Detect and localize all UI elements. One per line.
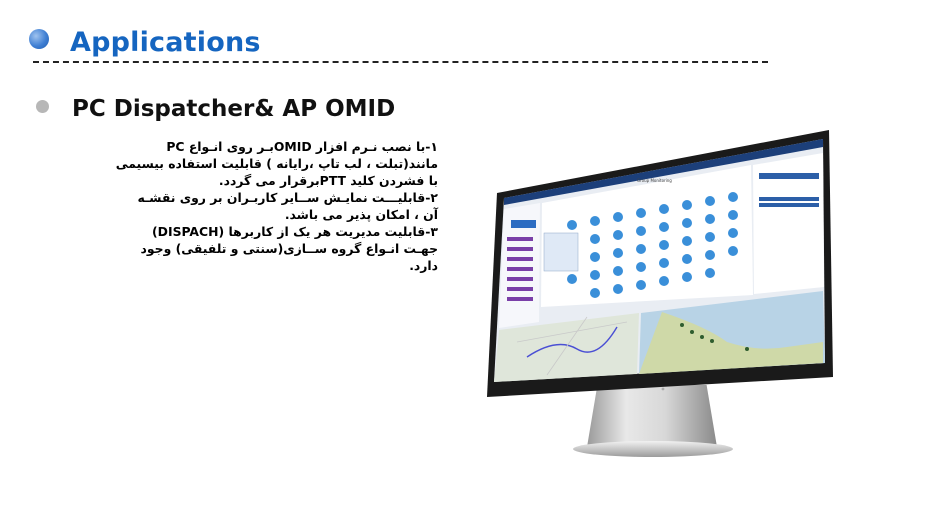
description-line-2: مانند(تبلت ، لب تاپ ،رایانه ) قابلیت استفاده بیسیمی (115, 156, 438, 171)
description-line-1: ۱-با نصب نـرم افزار OMIDبـر روی انـواع PC (166, 139, 438, 154)
description-line-6: ۳-قابلیت مدیریت هر یک از کاربرها (DISPACH) (152, 224, 438, 239)
screen-tab-label: Group Monitoring (637, 178, 672, 183)
monitor-illustration (487, 127, 835, 465)
context-popup (544, 233, 578, 271)
description-line-7: جهـت انـواع گروه ســازی(سنتی و تلفیقی) وجود (140, 241, 438, 256)
section-bullet (36, 100, 49, 113)
description-line-5: آن ، امکان پذیر می باشد. (284, 207, 438, 222)
description-line-8: دارد. (409, 258, 438, 273)
description-line-4: ۲-قابلیـــت نمایـش ســایر کاربـران بر روی نقشـه (137, 190, 438, 205)
section-title: PC Dispatcher& AP OMID (72, 96, 396, 122)
header-bullet (29, 29, 49, 49)
monitor-screen (487, 127, 835, 402)
description-line-3: با فشردن کلید PTTبرقرار می گردد. (218, 173, 438, 188)
monitor-stand-base (573, 441, 733, 457)
page-title: Applications (70, 27, 261, 58)
header-divider (33, 61, 768, 63)
power-led (662, 388, 665, 391)
